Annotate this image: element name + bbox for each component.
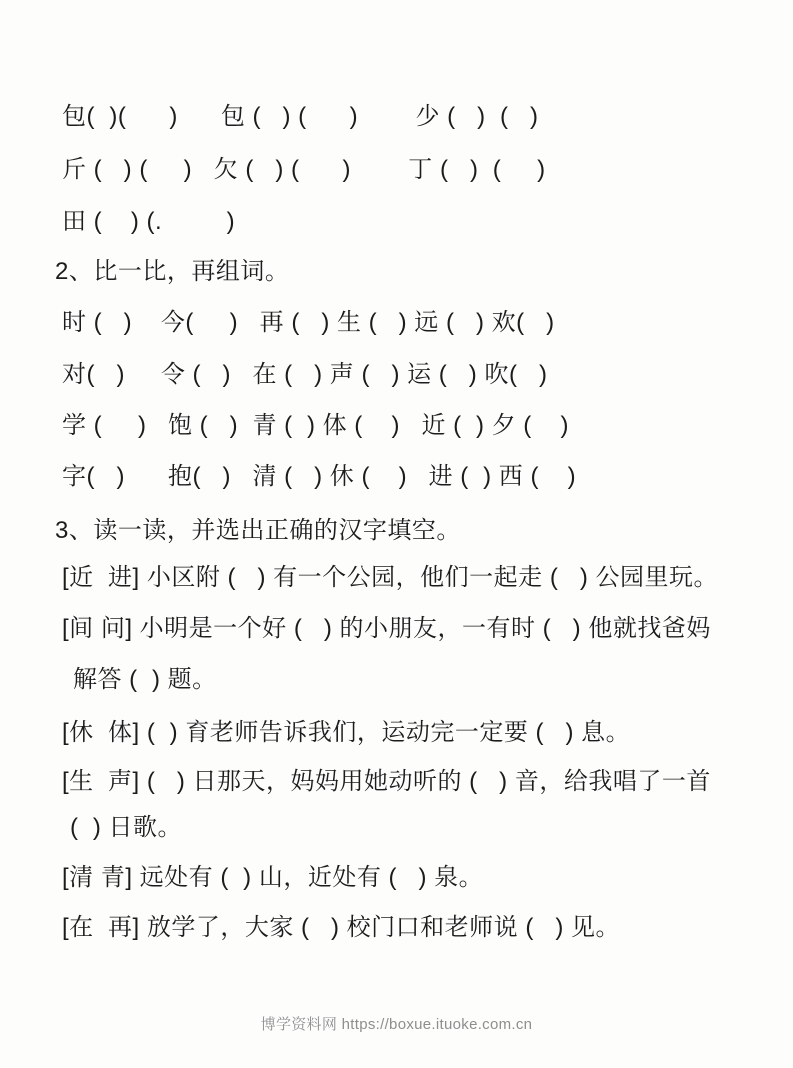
exercise2-row-2: 对( ) 令 ( ) 在 ( ) 声 ( ) 运 ( ) 吹( ): [62, 361, 548, 388]
exercise2-row-1: 时 ( ) 今( ) 再 ( ) 生 ( ) 远 ( ) 欢( ): [62, 309, 555, 336]
watermark-footer: 博学资料网 https://boxue.ituoke.com.cn: [260, 1016, 533, 1033]
exercise1-row-2: 斤 ( ) ( ) 欠 ( ) ( ) 丁 ( ) ( ): [62, 156, 546, 183]
exercise3-item-2-line2: 解答 ( ) 题。: [73, 666, 217, 693]
exercise1-row-3: 田 ( ) (. ): [62, 208, 236, 235]
exercise3-item-3: [休 体] ( ) 育老师告诉我们，运动完一定要 ( ) 息。: [62, 719, 631, 746]
exercise3-item-4-line2: ( ) 日歌。: [70, 814, 182, 841]
exercise3-item-5: [清 青] 远处有 ( ) 山，近处有 ( ) 泉。: [62, 864, 484, 891]
exercise2-row-3: 学 ( ) 饱 ( ) 青 ( ) 体 ( ) 近 ( ) 夕 ( ): [62, 412, 569, 439]
exercise3-heading: 3、读一读，并选出正确的汉字填空。: [55, 517, 461, 544]
exercise2-row-4: 字( ) 抱( ) 清 ( ) 休 ( ) 进 ( ) 西 ( ): [62, 463, 577, 490]
exercise3-item-2-line1: [间 问] 小明是一个好 ( ) 的小朋友，一有时 ( ) 他就找爸妈: [62, 615, 711, 642]
exercise3-item-6: [在 再] 放学了，大家 ( ) 校门口和老师说 ( ) 见。: [62, 914, 620, 941]
exercise2-heading: 2、比一比，再组词。: [55, 258, 290, 285]
exercise1-row-1: 包( )( ) 包 ( ) ( ) 少 ( ) ( ): [62, 103, 539, 130]
exercise3-item-4-line1: [生 声] ( ) 日那天，妈妈用她动听的 ( ) 音，给我唱了一首: [62, 768, 711, 795]
exercise3-item-1: [近 进] 小区附 ( ) 有一个公园，他们一起走 ( ) 公园里玩。: [62, 564, 718, 591]
